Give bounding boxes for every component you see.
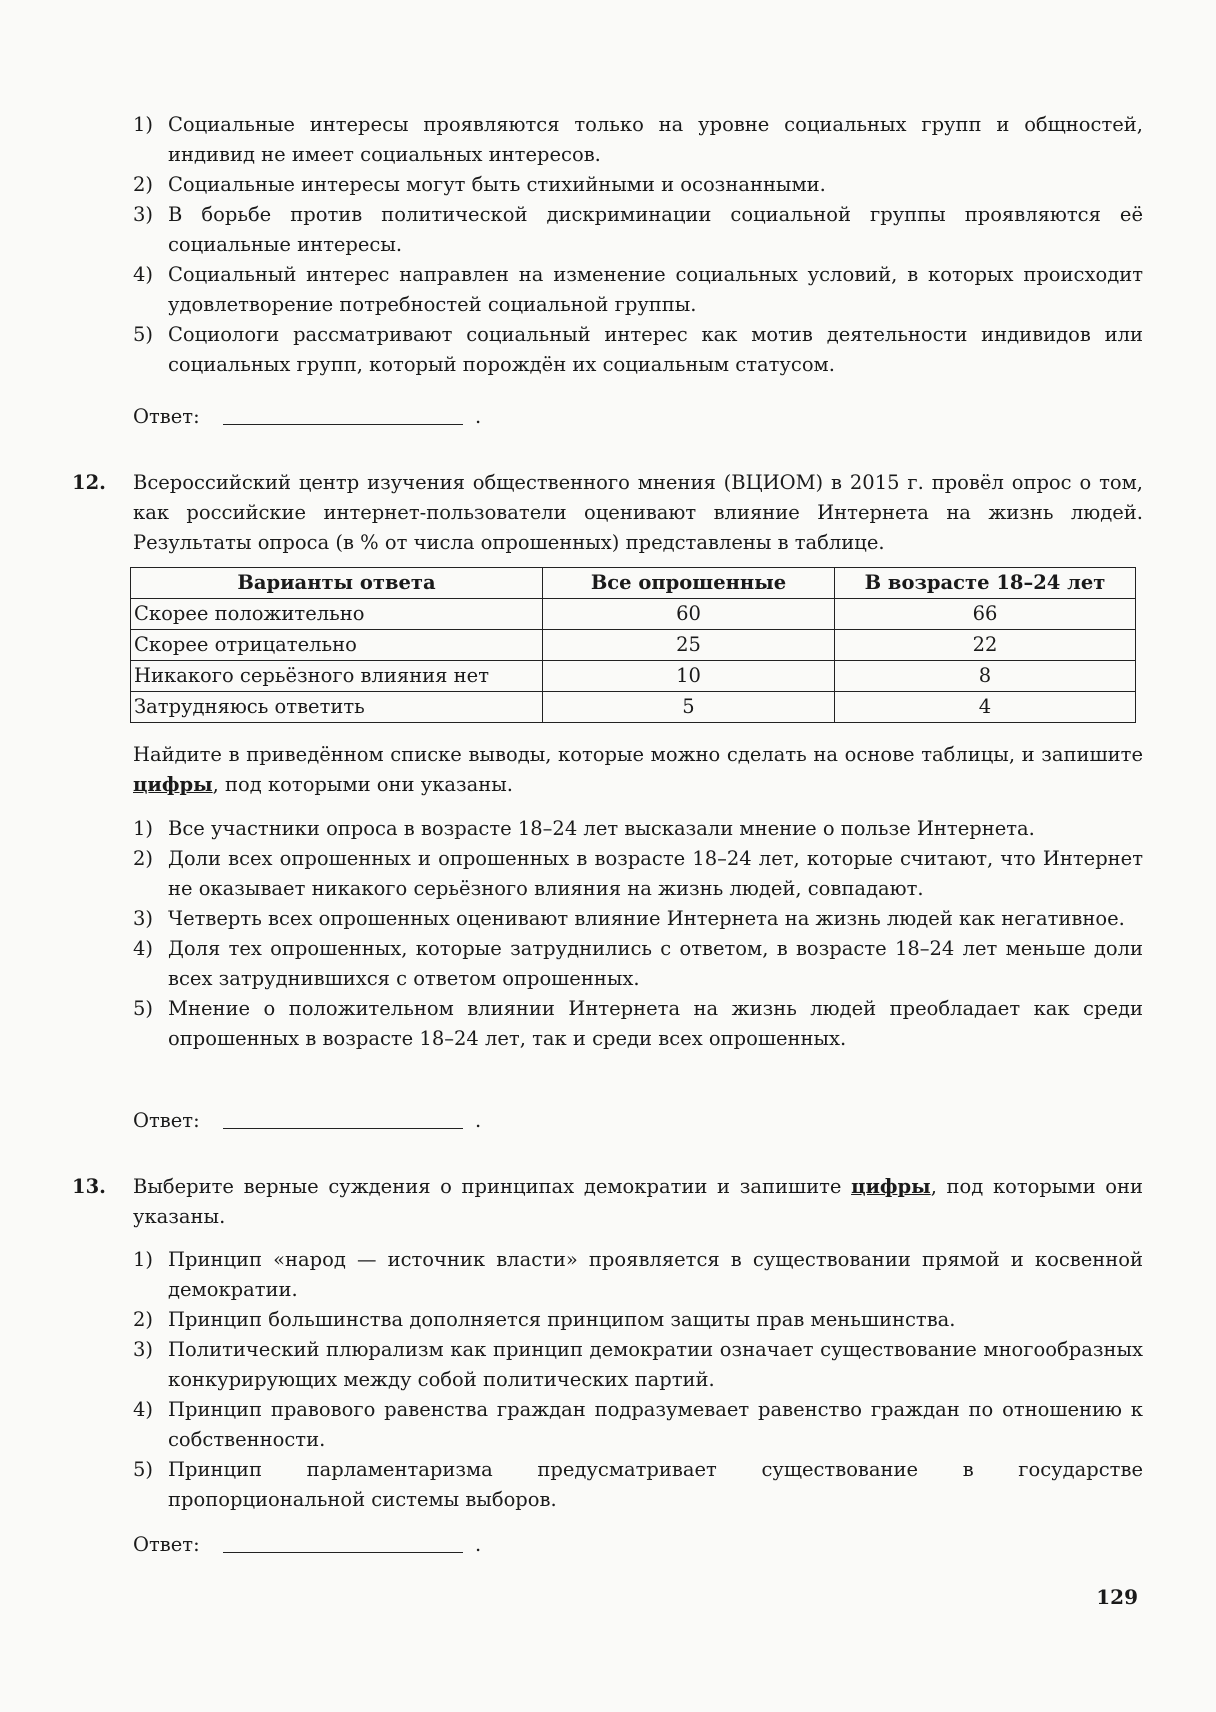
table-header-row xyxy=(131,568,1136,599)
task13-option-3: 3) Политический плюрализм как принцип демократии означает существование многообразных конкурирующих между собой политических партий. xyxy=(133,1338,1143,1391)
emphasis-digits: цифры xyxy=(851,1175,931,1198)
task13 xyxy=(72,1172,1143,1232)
task12 xyxy=(72,468,1143,558)
task11-option-1: 1) Социальные интересы проявляются только на уровне социальных групп и общностей, индивид не имеет социальных интересов. xyxy=(133,113,1143,166)
task12-option-4: 4) Доля тех опрошенных, которые затруднились с ответом, в возрасте 18–24 лет меньше доли всех затруднившихся с ответом опрошенных. xyxy=(133,937,1143,990)
task11-option-3: 3) В борьбе против политической дискриминации социальной группы проявляются её социальные интересы. xyxy=(133,203,1143,256)
table-row xyxy=(131,661,1136,692)
survey-table xyxy=(130,567,1136,723)
table-cell: Скорее отрицательно xyxy=(131,630,543,661)
task-number: 13. xyxy=(72,1175,106,1198)
table-cell: Затрудняюсь ответить xyxy=(131,692,543,723)
task12-answer: Ответ: . xyxy=(133,1106,481,1136)
task13-option-1: 1) Принцип «народ — источник власти» проявляется в существовании прямой и косвенной демократии. xyxy=(133,1248,1143,1301)
task13-answer: Ответ: . xyxy=(133,1530,481,1560)
table-cell: 8 xyxy=(835,661,1136,692)
task11-option-4: 4) Социальный интерес направлен на изменение социальных условий, в которых происходит удовлетворение потребностей социальной группы. xyxy=(133,263,1143,316)
task13-options xyxy=(133,1245,1143,1515)
task12-option-3: 3) Четверть всех опрошенных оценивают влияние Интернета на жизнь людей как негативное. xyxy=(133,907,1125,930)
task11-options xyxy=(133,110,1143,380)
task-number: 12. xyxy=(72,471,106,494)
table-cell: 22 xyxy=(835,630,1136,661)
table-header: Варианты ответа xyxy=(131,568,543,599)
table-cell: Никакого серьёзного влияния нет xyxy=(131,661,543,692)
task11-option-5: 5) Социологи рассматривают социальный интерес как мотив деятельности индивидов или социальных групп, который порождён их социальным статусом. xyxy=(133,323,1143,376)
table-row xyxy=(131,599,1136,630)
task12-option-1: 1) Все участники опроса в возрасте 18–24 лет высказали мнение о пользе Интернета. xyxy=(133,817,1035,840)
table-row xyxy=(131,630,1136,661)
task12-instruction: Найдите в приведённом списке выводы, которые можно сделать на основе таблицы, и запишите цифры, под которыми они указаны. xyxy=(133,743,1143,796)
answer-line[interactable] xyxy=(223,1530,463,1553)
table-row xyxy=(131,692,1136,723)
answer-label: Ответ: xyxy=(133,1109,200,1132)
task-intro: Выберите верные суждения о принципах демократии и запишите цифры, под которыми они указаны. xyxy=(133,1175,1143,1228)
table-cell: 4 xyxy=(835,692,1136,723)
table-cell: 60 xyxy=(543,599,835,630)
table-cell: 10 xyxy=(543,661,835,692)
task-intro: Всероссийский центр изучения общественного мнения (ВЦИОМ) в 2015 г. провёл опрос о том, как российские интернет-пользователи оценивают влияние Интернета на жизнь людей. Результаты опроса (в % от числа опрошенных) представлены в таблице. xyxy=(133,471,1143,554)
page-number: 129 xyxy=(1096,1585,1138,1609)
table-cell: Скорее положительно xyxy=(131,599,543,630)
answer-label: Ответ: xyxy=(133,405,200,428)
table-cell: 66 xyxy=(835,599,1136,630)
table-header: В возрасте 18–24 лет xyxy=(835,568,1136,599)
table-cell: 5 xyxy=(543,692,835,723)
emphasis-digits: цифры xyxy=(133,773,213,796)
task13-option-4: 4) Принцип правового равенства граждан подразумевает равенство граждан по отношению к собственности. xyxy=(133,1398,1143,1451)
table-cell: 25 xyxy=(543,630,835,661)
answer-label: Ответ: xyxy=(133,1533,200,1556)
task12-option-5: 5) Мнение о положительном влиянии Интернета на жизнь людей преобладает как среди опрошенных в возрасте 18–24 лет, так и среди всех опрошенных. xyxy=(133,997,1143,1050)
task13-option-5: 5) Принцип парламентаризма предусматривает существование в государстве пропорциональной системы выборов. xyxy=(133,1458,1143,1511)
answer-line[interactable] xyxy=(223,1106,463,1129)
task12-options xyxy=(133,814,1143,1054)
table-header: Все опрошенные xyxy=(543,568,835,599)
task11-option-2: 2) Социальные интересы могут быть стихийными и осознанными. xyxy=(133,173,826,196)
answer-line[interactable] xyxy=(223,402,463,425)
task11-answer: Ответ: . xyxy=(133,402,481,432)
task13-option-2: 2) Принцип большинства дополняется принципом защиты прав меньшинства. xyxy=(133,1308,956,1331)
task12-option-2: 2) Доли всех опрошенных и опрошенных в возрасте 18–24 лет, которые считают, что Интернет не оказывает никакого серьёзного влияния на жизнь людей, совпадают. xyxy=(133,847,1143,900)
